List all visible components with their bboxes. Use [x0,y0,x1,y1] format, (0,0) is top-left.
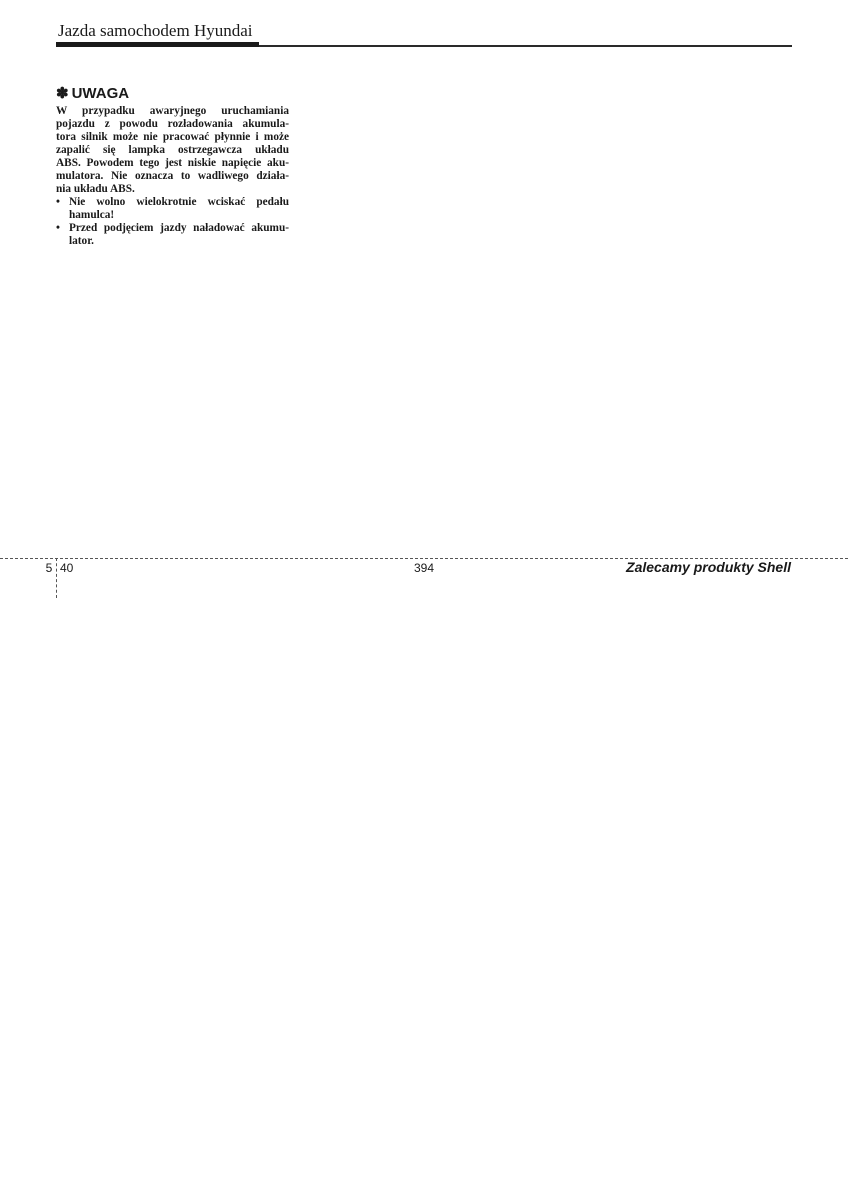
note-heading [56,84,289,104]
note-line: pojazdu z powodu rozładowania akumula- [56,118,289,130]
note-line: zapalić się lampka ostrzegawcza układu [56,144,289,156]
bullet-line: hamulca! [69,209,115,221]
note-line: nia układu ABS. [56,183,135,195]
bullet-line: Przed podjęciem jazdy naładować akumu- [69,222,289,234]
footer-sheet-number: 394 [413,561,435,575]
running-header-title: Jazda samochodem Hyundai [58,21,253,40]
bullet-item [56,222,289,235]
note-line: W przypadku awaryjnego uruchamiania [56,105,289,117]
note-line: mulatora. Nie oznacza to wadliwego działa- [56,170,289,182]
bullet-marker: • [56,196,60,208]
footer-promo-text: Zalecamy produkty Shell [626,559,791,575]
bullet-line: lator. [69,235,94,247]
note-line: tora silnik może nie pracować płynnie i może [56,131,289,143]
crop-line-vertical [56,558,57,598]
footer-page-number: 40 [60,561,74,575]
footer-chapter-number: 5 [45,561,53,575]
header-rule-accent [56,42,259,47]
asterisk-icon: ✽ [56,85,69,102]
bullet-item [56,196,289,209]
note-heading-text: UWAGA [71,85,130,102]
note-block [56,84,289,248]
bullet-line: Nie wolno wielokrotnie wciskać pedału [69,196,289,208]
note-line: ABS. Powodem tego jest niskie napięcie aku- [56,157,289,169]
bullet-marker: • [56,222,60,234]
